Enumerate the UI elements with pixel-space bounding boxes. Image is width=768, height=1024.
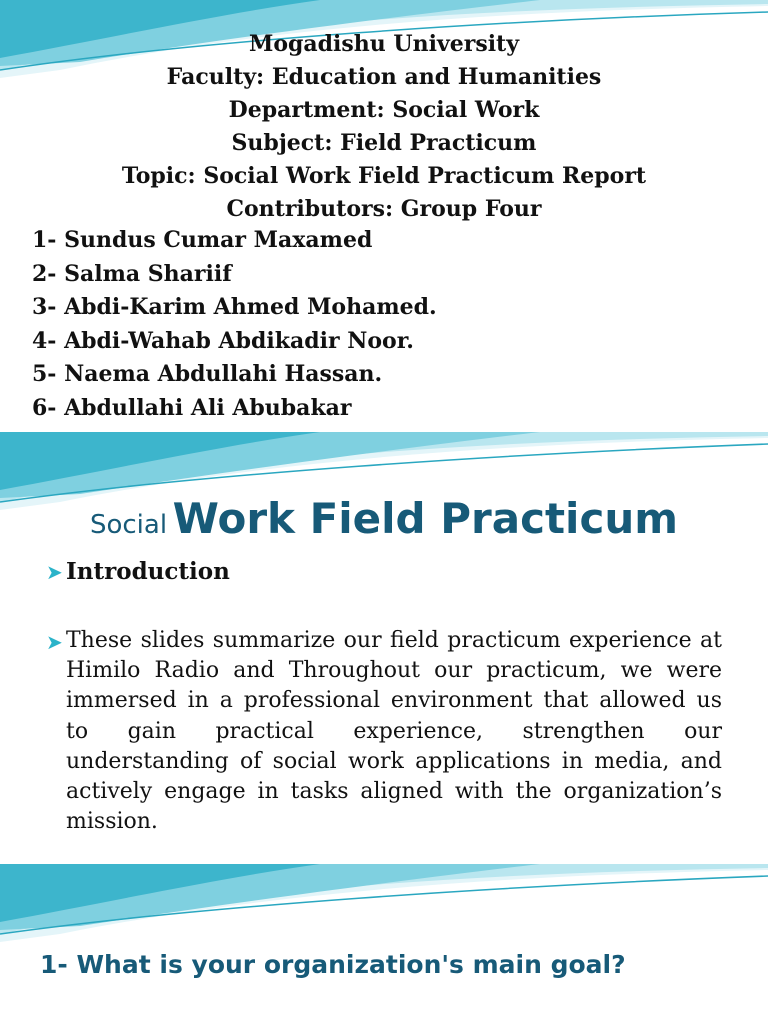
contributors-list bbox=[32, 224, 437, 425]
list-item: 3- Abdi-Karim Ahmed Mohamed. bbox=[32, 294, 437, 320]
university-name: Mogadishu University bbox=[248, 31, 520, 57]
title-block bbox=[0, 28, 768, 226]
slide-title-big: Work Field Practicum bbox=[172, 494, 679, 543]
slide-title bbox=[0, 494, 768, 543]
slide-1 bbox=[0, 0, 768, 432]
wave-decoration bbox=[0, 864, 768, 944]
list-item: 6- Abdullahi Ali Abubakar bbox=[32, 394, 352, 421]
subject-line: Subject: Field Practicum bbox=[231, 130, 537, 156]
slide-3 bbox=[0, 864, 768, 1024]
intro-body: These slides summarize our field practicum experience at Himilo Radio and Throughout our practicum, we were immersed in a professional environment that allowed us to gain practical experience, strengthen our understanding of social work applications in media, and actively engage in tasks aligned with the organization’s mission. bbox=[66, 628, 722, 835]
arrowhead-bullet-icon: ➤ bbox=[46, 630, 63, 654]
slide-question: 1- What is your organization's main goal? bbox=[40, 950, 626, 979]
department-line: Department: Social Work bbox=[228, 97, 540, 123]
list-item: 5- Naema Abdullahi Hassan. bbox=[32, 361, 383, 387]
faculty-line: Faculty: Education and Humanities bbox=[166, 64, 602, 90]
list-item: 1- Sundus Cumar Maxamed bbox=[32, 227, 373, 253]
topic-line: Topic: Social Work Field Practicum Report bbox=[121, 163, 647, 189]
arrowhead-bullet-icon: ➤ bbox=[46, 560, 63, 584]
slide-title-small: Social bbox=[89, 510, 168, 540]
intro-heading: Introduction bbox=[66, 558, 230, 585]
list-item: 4- Abdi-Wahab Abdikadir Noor. bbox=[32, 327, 414, 354]
contributors-heading: Contributors: Group Four bbox=[226, 196, 542, 222]
slide-2 bbox=[0, 432, 768, 864]
list-item: 2- Salma Shariif bbox=[32, 260, 232, 287]
